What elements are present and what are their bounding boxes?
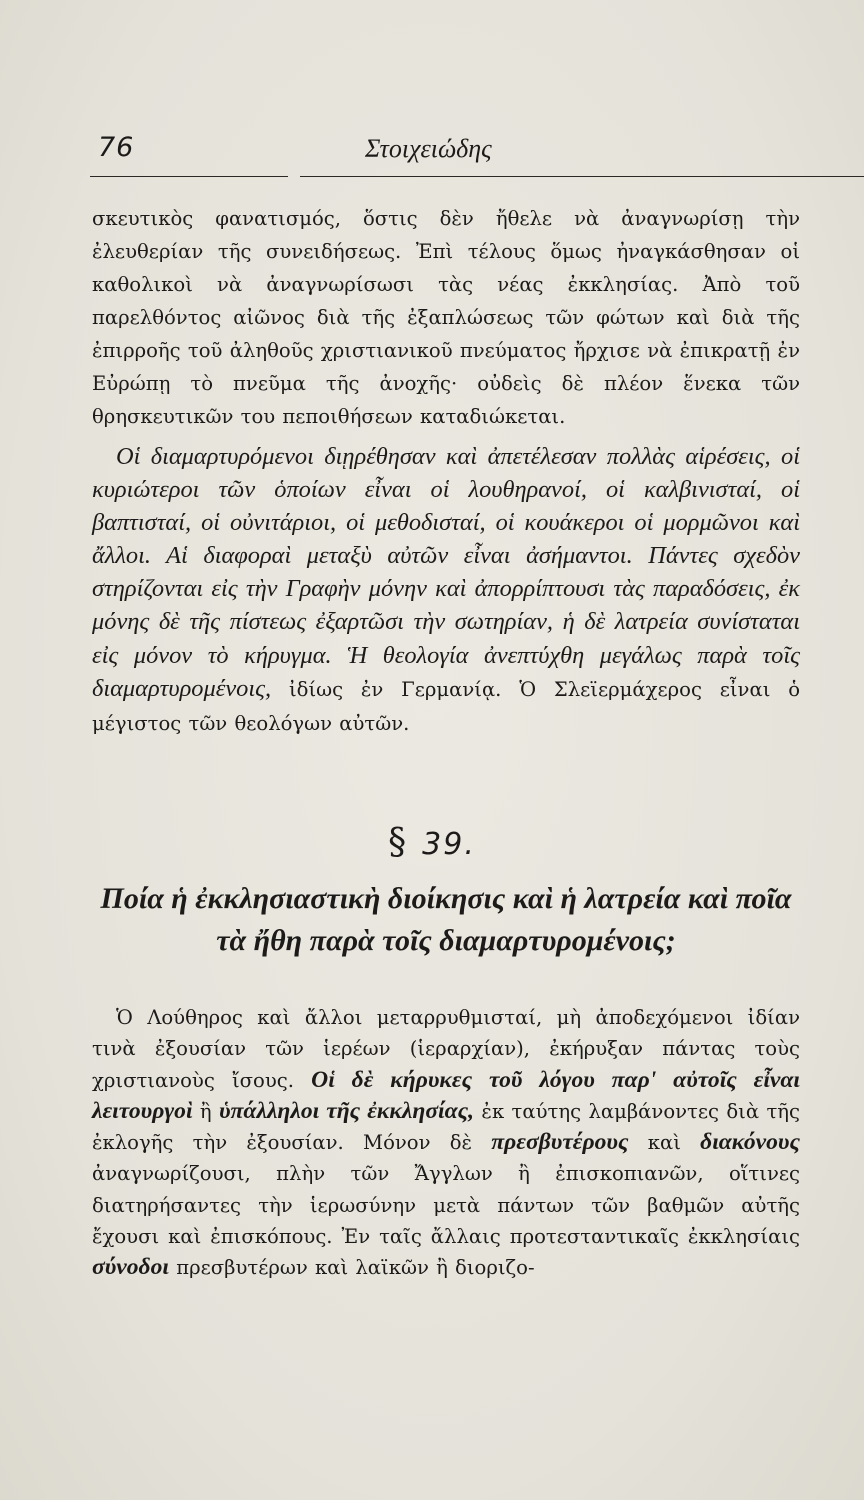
governance-text-5: ἀναγνωρίζουσι, πλὴν τῶν Ἄγγλων ἢ ἐπισκοπιανῶν, οἵτινες διατηρήσαντες τὴν ἱερωσύνην μετὰ πάντων τῶν βαθμῶν αὐτῆς ἔχουσι καὶ ἐπισκόπους. Ἐν ταῖς ἄλλαις προτεσταντικαῖς ἐκκλησίαις [92, 1162, 800, 1249]
section-heading: Ποία ἡ ἐκκλησιαστικὴ διοίκησις καὶ ἡ λατρεία καὶ ποῖα τὰ ἤθη παρὰ τοῖς διαμαρτυρομένοις; [100, 882, 792, 957]
governance-emph-5: σύνοδοι [92, 1254, 169, 1281]
page-header [90, 128, 800, 178]
governance-emph-1: Οἱ δὲ κήρυκες τοῦ λόγου παρ' αὐτοῖς εἶναι λειτουργοὶ [92, 1066, 800, 1124]
section-sign: § [388, 822, 409, 863]
paragraph-continuation [92, 202, 800, 433]
header-rule-left [90, 176, 288, 177]
section-number [0, 822, 864, 863]
paragraph-continuation-text: σκευτικὸς φανατισμός, ὅστις δὲν ἤθελε νὰ ἀναγνωρίσῃ τὴν ἐλευθερίαν τῆς συνειδήσεως. Ἐπὶ τέλους ὅμως ἠναγκάσθησαν οἱ καθολικοὶ νὰ ἀναγνωρίσωσι τὰς νέας ἐκκλησίας. Ἀπὸ τοῦ παρελθόντος αἰῶνος διὰ τῆς ἐξαπλώσεως τῶν φώτων καὶ διὰ τῆς ἐπιρροῆς τοῦ ἀληθοῦς χριστιανικοῦ πνεύματος ἤρχισε νὰ ἐπικρατῇ ἐν Εὐρώπῃ τὸ πνεῦμα τῆς ἀνοχῆς· οὐδεὶς δὲ πλέον ἕνεκα τῶν θρησκευτικῶν του πεποιθήσεων καταδιώκεται. [92, 207, 800, 428]
paragraph-sects-roman: ἰδίως ἐν Γερμανίᾳ. Ὁ Σλεϊερμάχερος εἶναι ὁ μέγιστος τῶν θεολόγων αὐτῶν. [92, 677, 800, 735]
governance-emph-4: διακόνους [700, 1129, 800, 1156]
header-rule-right [300, 176, 864, 177]
governance-text-1: Ὁ Λούθηρος καὶ ἄλλοι μεταρρυθμισταί, μὴ ἀποδεχόμενοι ἰδίαν τινὰ ἐξουσίαν τῶν ἱερέων (ἱεραρχίαν), ἐκήρυξαν πάντας τοὺς χριστιανοὺς ἴσους. [92, 1006, 800, 1092]
governance-text-6: πρεσβυτέρων καὶ λαϊκῶν ἢ διοριζο- [168, 1256, 535, 1280]
governance-text-3: ἐκ ταύτης λαμβάνοντες διὰ τῆς ἐκλογῆς τὴν ἐξουσίαν. Μόνον δὲ [92, 1099, 800, 1155]
page-number: 76 [98, 132, 135, 163]
paragraph-sects-italic: Οἱ διαμαρτυρόμενοι διῃρέθησαν καὶ ἀπετέλεσαν πολλὰς αἱρέσεις, οἱ κυριώτεροι τῶν ὁποίων εἶναι οἱ λουθηρανοί, οἱ καλβινισταί, οἱ βαπτισταί, οἱ οὐνιτάριοι, οἱ μεθοδισταί, οἱ κουάκεροι οἱ μορμῶνοι καὶ ἄλλοι. Αἱ διαφοραὶ μεταξὺ αὐτῶν εἶναι ἀσήμαντοι. Πάντες σχεδὸν στηρίζονται εἰς τὴν Γραφὴν μόνην καὶ ἀπορρίπτουσι τὰς παραδόσεις, ἐκ μόνης δὲ τῆς πίστεως ἐξαρτῶσι τὴν σωτηρίαν, ἡ δὲ λατρεία συνίσταται εἰς μόνον τὸ κήρυγμα. Ἡ θεολογία ἀνεπτύχθη μεγάλως παρὰ τοῖς διαμαρτυρομένοις, [92, 443, 800, 702]
running-title: Στοιχειώδης [365, 134, 492, 163]
governance-text-2: ἢ [192, 1099, 219, 1123]
paragraph-church-governance [92, 1002, 800, 1284]
paragraph-protestant-sects [92, 440, 800, 740]
governance-emph-2: ὑπάλληλοι τῆς ἐκκλησίας, [219, 1097, 475, 1124]
governance-text-4: καὶ [628, 1131, 701, 1155]
governance-emph-3: πρεσβυτέρους [491, 1129, 629, 1156]
section-number-value: 39. [422, 827, 476, 862]
